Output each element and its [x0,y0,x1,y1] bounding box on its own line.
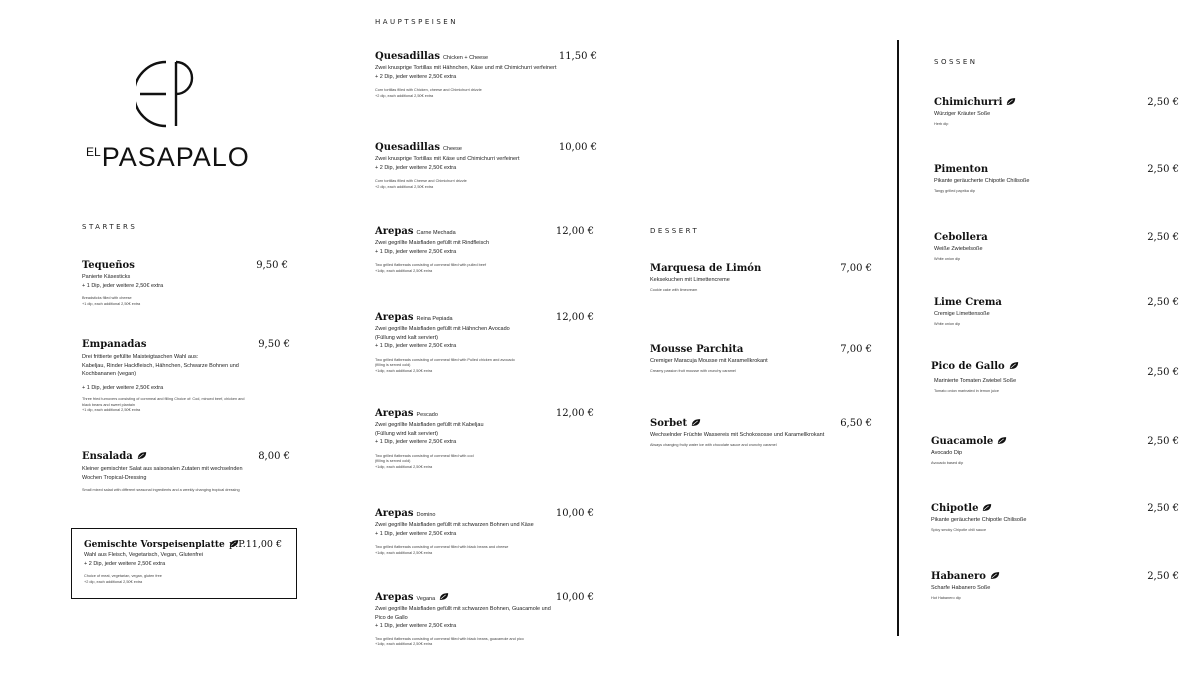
item-en-line: Two grilled flatbreads consisting of cornmeal filled with black beans and cheese [375,545,509,549]
item-desc-line: Cremiger Maracuja Mousse mit Karamellkrokant [650,358,768,364]
item-en-line: Breadsticks filled with cheese [82,296,132,300]
menu-item-sorbet [650,418,872,448]
item-en-line: Spicy smoky Chipotle chili sauce [931,527,987,532]
item-price: 2,50 € [1147,97,1179,108]
brand-name: PASAPALO [101,142,250,172]
item-price: 10,00 € [555,592,594,603]
item-price: p.P.11,00 € [229,539,282,550]
leaf-icon [982,503,992,512]
item-en-line: +1dip, each additional 2,50€ extra [375,642,433,646]
item-en-line: Three fried turnovers consisting of cornmeal and filling Choice of: Cod, minced beef, chicken and [82,397,245,401]
item-en-line: +1dip, each additional 2,50€ extra [375,268,433,273]
item-name: Tequeños [82,260,135,271]
item-name: Marquesa de Limón [650,263,762,274]
item-en-line: +1dip, each additional 2,50€ extra [375,368,433,373]
item-en-line: Tangy grilled paprika dip [934,188,975,193]
item-desc-line: Zwei knusprige Tortillas mit Hähnchen, Käse und mit Chimichurri verfeinert [375,65,557,71]
sauce-item-lime-crema [934,297,1179,327]
item-en-line: +2 dip, each additional 2,50€ extra [375,93,434,98]
item-desc-line: Avocado Dip [931,450,963,456]
item-desc-line: Kabeljau, Rinder Hackfleisch, Hähnchen, Schwarze Bohnen und [82,362,239,369]
item-en-line: White onion dip [934,321,961,326]
item-desc-line: Zwei gegrillte Maisfladen gefüllt mit Hähnchen Avocado [375,326,510,332]
menu-item-arepas-reina [375,312,594,374]
item-desc-line: Weiße Zwiebelsoße [934,246,983,252]
item-en-line: +2 dip, each additional 2,50€ extra [84,579,143,584]
item-price: 6,50 € [840,418,872,429]
item-price: 10,00 € [558,142,597,153]
item-en-line: Cookie cake with limecream [650,287,698,292]
item-price: 7,00 € [840,344,872,355]
sauce-item-pico-de-gallo [931,361,1179,394]
item-desc-line: Wahl aus Fleisch, Vegetarisch, Vegan, Glutenfrei [84,552,204,558]
brand-wordmark [86,142,250,173]
item-name: Pico de Gallo [931,361,1005,372]
item-price: 12,00 € [555,226,594,237]
item-desc-line: Zwei gegrillte Maisfladen gefüllt mit schwarzen Bohnen, Guacamole und [375,606,551,612]
item-name: Mousse Parchita [650,344,744,355]
menu-item-arepas-pescado [375,408,594,470]
menu-item-mousse [650,344,872,374]
item-desc-line: Zwei gegrillte Maisfladen gefüllt mit schwarzen Bohnen und Käse [375,522,534,528]
item-name: Chimichurri [934,97,1003,108]
sauce-item-habanero [931,571,1179,601]
item-desc-line: Zwei gegrillte Maisfladen gefüllt mit Kabeljau [375,422,484,428]
item-desc-line: Keksekuchen mit Limettencreme [650,277,730,283]
item-price: 2,50 € [1147,164,1179,175]
item-price: 2,50 € [1147,297,1179,308]
item-en-line: (filling is served cold) [375,363,411,367]
item-name: Quesadillas [375,142,440,153]
item-en-line: +1dip, each additional 2,50€ extra [375,464,433,469]
item-en-line: Corn tortillas filled with Chicken, cheese and Chimichurri drizzle [375,88,482,92]
item-subname: Domino [416,512,436,518]
item-en-line: +1 dip, each additional 2,50€ extra [82,408,141,412]
item-name: Sorbet [650,418,688,429]
item-price: 2,50 € [1147,571,1179,582]
item-price: 2,50 € [1147,367,1179,378]
item-en-line: Two grilled flatbreads consisting of cornmeal filled with black beans, guacamole and pico [375,636,524,641]
item-desc-line: (Füllung wird kalt serviert) [375,430,438,437]
item-desc-line: Marinierte Tomaten Zwiebel Soße [934,378,1017,384]
item-subname: Carne Mechada [416,230,456,236]
sauce-item-chimichurri [934,97,1179,127]
item-en-line: Choice of meat, vegetarian, vegan, gluten free [84,574,162,578]
item-name: Arepas [375,312,414,323]
item-en-line: Hot Habanero dip [931,595,961,600]
item-subname: Reina Pepiada [416,316,453,322]
item-en-line: black beans and sweet plantain [82,402,135,407]
item-en-line: Always changing fruity water ice with chocolate sauce and crunchy caramel [650,442,777,447]
item-desc-line: + 2 Dip, jeder weitere 2,50€ extra [375,164,457,171]
leaf-icon [1009,361,1019,370]
item-desc-line: Kochbananen (vegan) [82,371,137,377]
item-desc-line: + 1 Dip, jeder weitere 2,50€ extra [375,623,457,629]
item-desc-line: + 1 Dip, jeder weitere 2,50€ extra [375,530,457,537]
item-name: Arepas [375,508,414,519]
item-desc-line: (Füllung wird kalt serviert) [375,334,438,341]
menu-item-arepas-carne [375,226,594,274]
item-subname: Vegana [416,596,436,602]
item-en-line: Avocado based dip [931,460,964,465]
item-desc-line: + 2 Dip, jeder weitere 2,50€ extra [375,73,457,80]
item-desc-line: Cremige Limettensoße [934,311,990,317]
item-name: Empanadas [82,339,147,350]
el-pasapalo-logo-mark [136,58,208,130]
item-en-line: +1dip, each additional 2,50€ extra [375,550,433,555]
leaf-icon [990,571,1000,580]
menu-item-tequenos [82,260,290,307]
item-name: Chipotle [931,503,979,514]
leaf-icon [997,436,1007,445]
item-desc-line: Wochen Tropical-Dressing [82,474,147,481]
item-desc-line: + 1 Dip, jeder weitere 2,50€ extra [82,282,164,289]
item-price: 12,00 € [555,312,594,323]
item-en-line: Small mixed salad with different seasonal ingredients and a weekly changing tropical dressing [82,488,240,492]
leaf-icon [137,451,147,460]
item-name: Quesadillas [375,51,440,62]
item-desc-line: + 2 Dip, jeder weitere 2,50€ extra [84,560,166,567]
item-desc-line: Scharfe Habanero Soße [931,585,991,591]
menu-item-marquesa [650,263,872,293]
item-price: 2,50 € [1147,436,1179,447]
leaf-icon [1006,97,1016,106]
item-desc-line: + 1 Dip, jeder weitere 2,50€ extra [82,384,164,391]
item-desc-line: Panierte Käsesticks [82,274,131,280]
column-divider [897,40,899,636]
item-en-line: Two grilled flatbreads consisting of cornmeal filled with pulled beef [375,263,487,267]
item-name: Arepas [375,592,414,603]
item-en-line: (filling is served cold) [375,459,411,463]
menu-item-platter [84,539,284,585]
item-name: Ensalada [82,451,133,462]
leaf-icon [439,592,449,601]
item-price: 10,00 € [555,508,594,519]
item-desc-line: Kleiner gemischter Salat aus saisonalen Zutaten mit wechselnden [82,466,243,472]
dessert-heading: DESSERT [650,227,700,235]
sauce-item-guacamole [931,436,1179,466]
item-name: Cebollera [934,232,988,243]
item-desc-line: + 1 Dip, jeder weitere 2,50€ extra [375,439,457,445]
item-desc-line: + 1 Dip, jeder weitere 2,50€ extra [375,343,457,349]
item-desc-line: Zwei gegrillte Maisfladen gefüllt mit Rindfleisch [375,240,490,246]
sauce-item-chipotle [931,503,1179,533]
item-price: 2,50 € [1147,232,1179,243]
sauce-item-cebollera [934,232,1179,262]
item-name: Gemischte Vorspeisenplatte [84,540,225,550]
item-desc-line: Pico de Gallo [375,614,408,621]
item-en-line: +2 dip, each additional 2,50€ extra [375,184,434,189]
item-name: Guacamole [931,436,994,447]
item-desc-line: Pikante geräucherte Chipotle Chilisoße [931,517,1027,523]
menu-item-empanadas [82,339,290,414]
item-name: Arepas [375,226,414,237]
item-en-line: Two grilled flatbreads consisting of cornmeal filled with Pulled chicken and avocado [375,357,515,362]
item-price: 11,50 € [558,51,597,62]
item-name: Arepas [375,408,414,419]
item-name: Lime Crema [934,297,1002,308]
item-name: Pimenton [934,164,989,175]
sauces-heading: SOSSEN [934,58,978,66]
menu-item-quesadillas-cheese [375,142,597,190]
item-price: 2,50 € [1147,503,1179,514]
item-desc-line: Pikante geräucherte Chipotle Chilisoße [934,178,1030,184]
brand-prefix: EL [86,145,101,159]
item-price: 7,00 € [840,263,872,274]
item-subname: Cheese [442,146,462,152]
item-en-line: Two grilled flatbreads consisting of cornmeal filled with cod [375,453,474,458]
starters-heading: STARTERS [82,223,138,231]
item-price: 9,50 € [256,260,288,271]
item-en-line: Creamy passion fruit mousse with crunchy caramel [650,368,736,373]
item-desc-line: + 1 Dip, jeder weitere 2,50€ extra [375,248,457,255]
leaf-icon [691,418,701,427]
menu-item-ensalada [82,451,290,494]
item-price: 12,00 € [555,408,594,419]
item-price: 9,50 € [258,339,290,350]
item-subname: Chicken + Cheese [442,55,489,61]
item-en-line: White onion dip [934,256,961,261]
menu-item-arepas-vegana [375,592,594,648]
item-desc-line: Wechselnder Früchte Wassereis mit Schokososse und Karamellkrokant [650,432,825,438]
item-en-line: Corn tortillas filled with Cheese and Chimichurri drizzle [375,179,467,183]
item-desc-line: Zwei knusprige Tortillas mit Käse und Chimichurri verfeinert [375,156,520,162]
item-desc-line: Würziger Kräuter Soße [934,111,991,117]
mains-heading: HAUPTSPEISEN [375,18,458,26]
item-price: 8,00 € [258,451,290,462]
item-subname: Pescado [416,412,438,418]
menu-item-arepas-domino [375,508,594,556]
sauce-item-pimenton [934,164,1179,194]
item-en-line: +1 dip, each additional 2,50€ extra [82,301,141,306]
menu-item-quesadillas-chicken [375,51,597,99]
item-name: Habanero [931,571,986,582]
item-en-line: Tomato onion marinated in lemon juice [934,388,1000,393]
item-desc-line: Drei frittierte gefüllte Maisteigtaschen Wahl aus: [82,354,199,360]
item-en-line: Herb dip [934,121,949,126]
